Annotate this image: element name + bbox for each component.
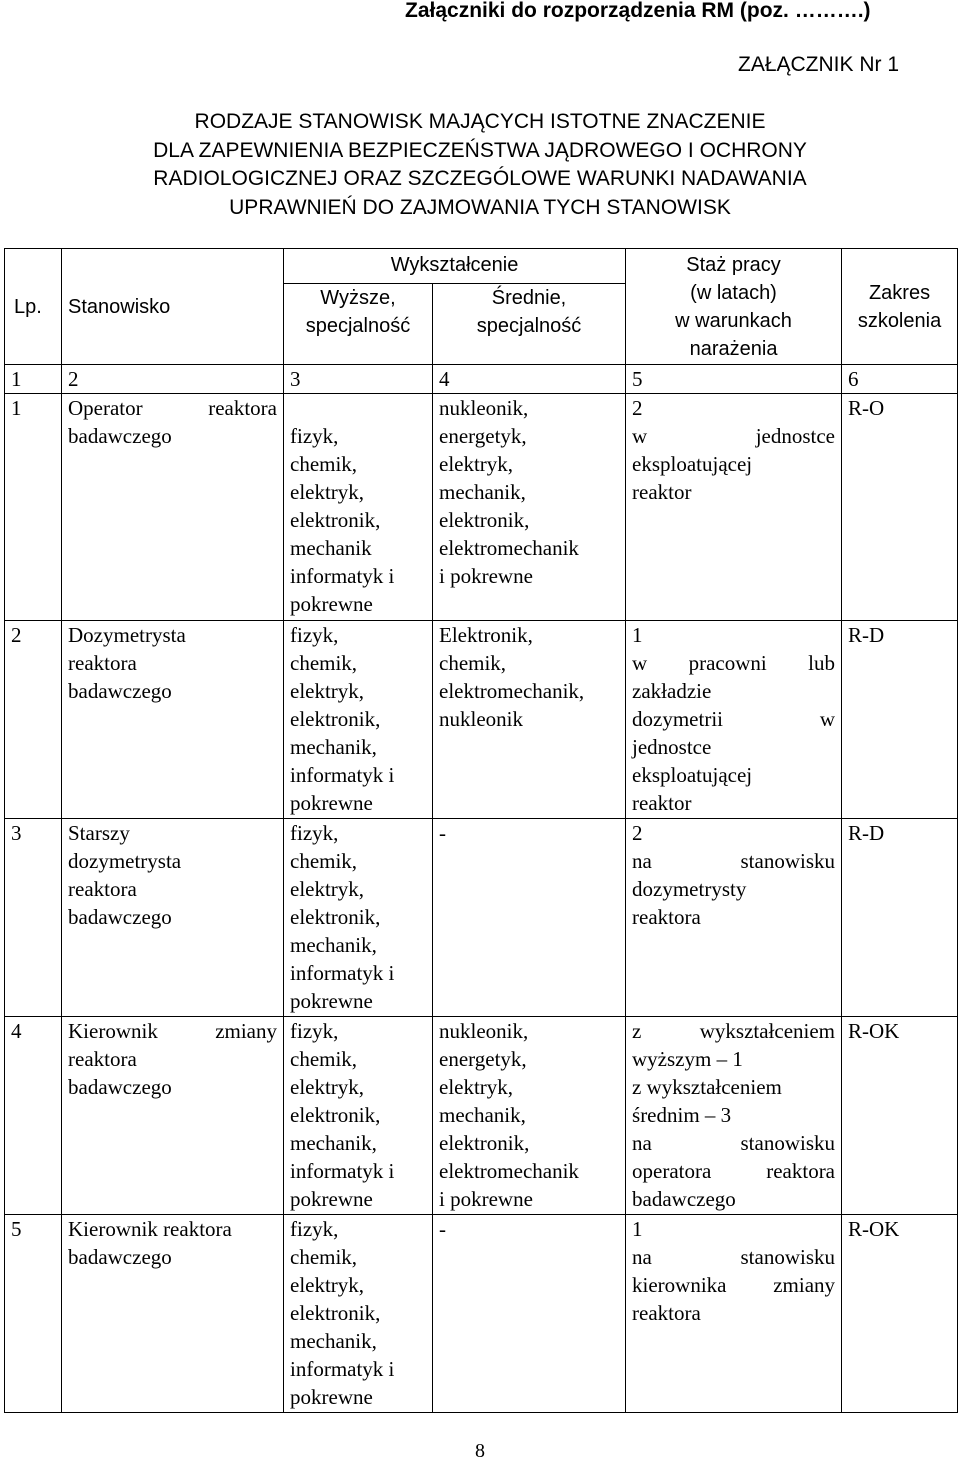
column-number: 4	[433, 365, 626, 394]
cell-experience	[626, 394, 842, 621]
annex-label: ZAŁĄCZNIK Nr 1	[738, 53, 900, 76]
experience-line: dozymetrii w	[632, 707, 836, 731]
header-education: Wykształcenie	[284, 249, 626, 284]
experience-line: w pracowni lub	[632, 651, 836, 675]
cell-position	[62, 394, 284, 621]
experience-line: operatora reaktora	[632, 1159, 836, 1183]
position-line: badawczego	[68, 905, 172, 929]
higher-line: elektronik,	[290, 905, 381, 929]
header-experience-line: narażenia	[689, 338, 778, 360]
secondary-line: elektromechanik,	[439, 679, 585, 703]
secondary-line: -	[439, 1217, 446, 1241]
cell-secondary-education	[433, 819, 626, 1017]
higher-line: informatyk i	[290, 1159, 395, 1183]
page-number: 8	[475, 1440, 485, 1462]
regulation-note: Załączniki do rozporządzenia RM (poz. ……….)	[405, 0, 871, 22]
higher-line: fizyk,	[290, 623, 339, 647]
higher-line: mechanik,	[290, 1329, 377, 1353]
cell-training: R-D	[842, 621, 958, 819]
positions-table	[4, 248, 958, 1413]
cell-higher-education	[284, 1215, 433, 1413]
position-line: badawczego	[68, 1075, 172, 1099]
table-row	[5, 819, 958, 1017]
experience-line: badawczego	[632, 1187, 736, 1211]
higher-line: informatyk i	[290, 961, 395, 985]
secondary-line: energetyk,	[439, 1047, 527, 1071]
higher-line: pokrewne	[290, 1187, 373, 1211]
experience-line: wyższym – 1	[632, 1047, 743, 1071]
document-title	[0, 108, 960, 222]
secondary-line: elektryk,	[439, 1075, 514, 1099]
experience-line: zakładzie	[632, 679, 712, 703]
secondary-line: chemik,	[439, 651, 507, 675]
cell-secondary-education	[433, 621, 626, 819]
experience-line: reaktor	[632, 791, 692, 815]
higher-line: elektronik,	[290, 1103, 381, 1127]
higher-line: fizyk,	[290, 1019, 339, 1043]
table-row	[5, 1017, 958, 1215]
position-line: Starszy	[68, 821, 130, 845]
cell-position	[62, 819, 284, 1017]
higher-line: informatyk i	[290, 763, 395, 787]
secondary-line: nukleonik	[439, 707, 523, 731]
header-higher-line: Wyższe,	[320, 287, 396, 309]
position-line: reaktora	[68, 877, 137, 901]
secondary-line: elektromechanik	[439, 1159, 579, 1183]
experience-line: eksploatującej	[632, 763, 753, 787]
title-line: RADIOLOGICZNEJ ORAZ SZCZEGÓLOWE WARUNKI NADAWANIA	[153, 167, 807, 190]
cell-higher-education	[284, 1017, 433, 1215]
higher-line: mechanik,	[290, 735, 377, 759]
cell-training: R-D	[842, 819, 958, 1017]
header-secondary	[433, 284, 626, 365]
higher-line: informatyk i	[290, 564, 395, 588]
title-line: UPRAWNIEŃ DO ZAJMOWANIA TYCH STANOWISK	[229, 195, 731, 219]
cell-lp: 4	[5, 1017, 62, 1215]
experience-line: eksploatującej	[632, 452, 753, 476]
position-line: Kierownik zmiany	[68, 1019, 277, 1043]
higher-line: pokrewne	[290, 989, 373, 1013]
cell-lp: 3	[5, 819, 62, 1017]
experience-line: w jednostce	[632, 424, 836, 448]
column-number: 6	[842, 365, 958, 394]
cell-experience	[626, 1017, 842, 1215]
secondary-line: elektronik,	[439, 1131, 530, 1155]
cell-training: R-OK	[842, 1017, 958, 1215]
higher-line: pokrewne	[290, 1385, 373, 1409]
header-experience-line: Staż pracy	[686, 254, 781, 276]
cell-position	[62, 621, 284, 819]
higher-line: mechanik,	[290, 933, 377, 957]
column-number: 3	[284, 365, 433, 394]
header-row	[5, 249, 958, 284]
position-line: dozymetrysta	[68, 849, 182, 873]
cell-higher-education	[284, 394, 433, 621]
higher-line: chemik,	[290, 452, 358, 476]
higher-line: mechanik,	[290, 1131, 377, 1155]
header-higher	[284, 284, 433, 365]
higher-line: pokrewne	[290, 791, 373, 815]
position-line: badawczego	[68, 679, 172, 703]
experience-line: reaktora	[632, 905, 701, 929]
position-line: Kierownik reaktora	[68, 1217, 232, 1241]
cell-experience	[626, 819, 842, 1017]
secondary-line: elektryk,	[439, 452, 514, 476]
header-lp: Lp.	[5, 249, 62, 365]
cell-secondary-education	[433, 394, 626, 621]
experience-line: na stanowisku	[632, 1131, 836, 1155]
higher-line: elektronik,	[290, 707, 381, 731]
table-row	[5, 621, 958, 819]
position-line: Dozymetrysta	[68, 623, 186, 647]
header-training	[842, 249, 958, 365]
secondary-line: nukleonik,	[439, 396, 529, 420]
cell-training: R-OK	[842, 1215, 958, 1413]
position-line: badawczego	[68, 1245, 172, 1269]
higher-line: chemik,	[290, 849, 358, 873]
experience-line: 2	[632, 396, 643, 420]
higher-line: elektryk,	[290, 1075, 365, 1099]
higher-line: elektronik,	[290, 508, 381, 532]
secondary-line: elektronik,	[439, 508, 530, 532]
header-training-line: szkolenia	[857, 309, 942, 332]
higher-line: elektronik,	[290, 1301, 381, 1325]
position-line: reaktora	[68, 1047, 137, 1071]
secondary-line: energetyk,	[439, 424, 527, 448]
experience-line: średnim – 3	[632, 1103, 732, 1127]
secondary-line: i pokrewne	[439, 1187, 533, 1211]
experience-line: z wykształceniem	[632, 1019, 836, 1043]
header-training-line: Zakres	[868, 281, 931, 304]
header-secondary-line: Średnie,	[491, 287, 567, 309]
secondary-line: elektromechanik	[439, 536, 579, 560]
higher-line: elektryk,	[290, 877, 365, 901]
experience-line: jednostce	[632, 735, 712, 759]
higher-line: elektryk,	[290, 1273, 365, 1297]
experience-line: na stanowisku	[632, 849, 836, 873]
column-number: 5	[626, 365, 842, 394]
experience-line: 1	[632, 1217, 643, 1241]
header-experience-line: w warunkach	[675, 310, 792, 332]
higher-line: chemik,	[290, 1245, 358, 1269]
column-numbers-row	[5, 365, 958, 394]
cell-training: R-O	[842, 394, 958, 621]
position-line: reaktora	[68, 651, 137, 675]
title-line: RODZAJE STANOWISK MAJĄCYCH ISTOTNE ZNACZENIE	[194, 110, 766, 133]
cell-higher-education	[284, 819, 433, 1017]
secondary-line: nukleonik,	[439, 1019, 529, 1043]
higher-line: mechanik	[290, 536, 372, 560]
cell-experience	[626, 1215, 842, 1413]
experience-line: reaktora	[632, 1301, 701, 1325]
experience-line: dozymetrysty	[632, 877, 747, 901]
cell-lp: 2	[5, 621, 62, 819]
secondary-line: mechanik,	[439, 480, 526, 504]
header-position: Stanowisko	[62, 249, 284, 365]
header-secondary-line: specjalność	[476, 315, 582, 337]
higher-line: elektryk,	[290, 679, 365, 703]
column-number: 2	[62, 365, 284, 394]
secondary-line: -	[439, 821, 446, 845]
header-higher-line: specjalność	[305, 315, 411, 337]
table-row	[5, 1215, 958, 1413]
header-experience-line: (w latach)	[690, 282, 777, 304]
higher-line: chemik,	[290, 1047, 358, 1071]
higher-line	[290, 394, 426, 422]
higher-line: chemik,	[290, 651, 358, 675]
experience-line: 1	[632, 623, 643, 647]
cell-position	[62, 1017, 284, 1215]
experience-line: kierownika zmiany	[632, 1273, 836, 1297]
higher-line: pokrewne	[290, 592, 373, 616]
higher-line: fizyk,	[290, 821, 339, 845]
title-line: DLA ZAPEWNIENIA BEZPIECZEŃSTWA JĄDROWEGO I OCHRONY	[153, 138, 807, 162]
higher-line: fizyk,	[290, 424, 339, 448]
higher-line: elektryk,	[290, 480, 365, 504]
secondary-line: Elektronik,	[439, 623, 533, 647]
cell-secondary-education	[433, 1215, 626, 1413]
cell-position	[62, 1215, 284, 1413]
position-line: Operator reaktora	[68, 396, 277, 420]
experience-line: z wykształceniem	[632, 1075, 782, 1099]
higher-line: informatyk i	[290, 1357, 395, 1381]
cell-lp: 1	[5, 394, 62, 621]
cell-higher-education	[284, 621, 433, 819]
experience-line: reaktor	[632, 480, 692, 504]
header-experience	[626, 249, 842, 365]
higher-line: fizyk,	[290, 1217, 339, 1241]
secondary-line: mechanik,	[439, 1103, 526, 1127]
cell-secondary-education	[433, 1017, 626, 1215]
experience-line: na stanowisku	[632, 1245, 836, 1269]
cell-experience	[626, 621, 842, 819]
cell-lp: 5	[5, 1215, 62, 1413]
position-line: badawczego	[68, 424, 172, 448]
column-number: 1	[5, 365, 62, 394]
table-row	[5, 394, 958, 621]
secondary-line: i pokrewne	[439, 564, 533, 588]
experience-line: 2	[632, 821, 643, 845]
